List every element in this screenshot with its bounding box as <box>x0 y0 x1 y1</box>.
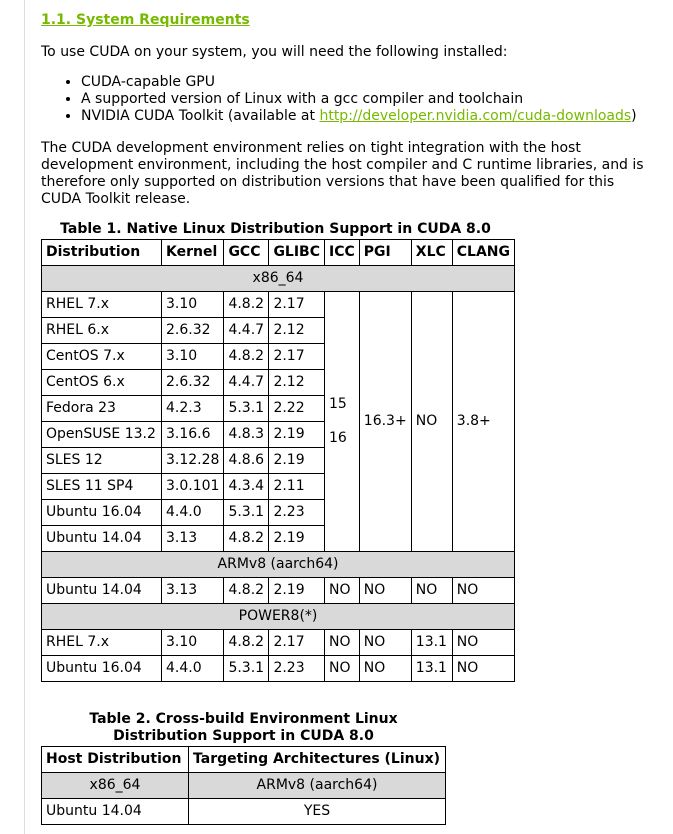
table-header-row <box>42 240 515 266</box>
cell-gcc: 4.8.2 <box>224 292 269 318</box>
header-distribution: Distribution <box>42 240 162 266</box>
header-pgi: PGI <box>359 240 411 266</box>
cross-build-support-table <box>41 746 446 825</box>
group-target-armv8: ARMv8 (aarch64) <box>189 773 446 799</box>
cell-support: YES <box>189 799 446 825</box>
cell-icc: NO <box>325 630 360 656</box>
table1-caption: Table 1. Native Linux Distribution Support in CUDA 8.0 <box>60 221 491 237</box>
cell-glibc: 2.17 <box>269 292 325 318</box>
cell-distribution: Ubuntu 16.04 <box>42 656 162 682</box>
cell-gcc: 4.8.6 <box>224 448 269 474</box>
table-row <box>42 773 446 799</box>
cell-clang: NO <box>452 578 514 604</box>
group-label-x86: x86_64 <box>42 266 515 292</box>
cuda-downloads-link[interactable]: http://developer.nvidia.com/cuda-downloads <box>319 108 632 124</box>
table2-caption-line2: Distribution Support in CUDA 8.0 <box>113 728 374 744</box>
group-row <box>42 552 515 578</box>
icc-version-a: 15 <box>329 396 347 412</box>
cell-distribution: CentOS 7.x <box>42 344 162 370</box>
cell-distribution: Ubuntu 14.04 <box>42 578 162 604</box>
table2-caption-line1: Table 2. Cross-build Environment Linux <box>89 711 398 727</box>
requirement-toolkit-suffix: ) <box>631 108 637 124</box>
environment-paragraph: The CUDA development environment relies on tight integration with the host development environment, including the host compiler and C runtime libraries, and is therefore only supported on distribution versions that have been qualified for this CUDA Toolkit release. <box>41 140 644 207</box>
cell-xlc: 13.1 <box>411 656 452 682</box>
icc-spacer <box>329 413 355 430</box>
table2-caption <box>41 711 446 745</box>
header-targeting-architectures: Targeting Architectures (Linux) <box>189 747 446 773</box>
cell-distribution: OpenSUSE 13.2 <box>42 422 162 448</box>
cell-gcc: 4.8.3 <box>224 422 269 448</box>
requirements-list <box>41 74 637 125</box>
cell-gcc: 4.8.2 <box>224 630 269 656</box>
table1-body <box>42 266 515 682</box>
cell-glibc: 2.19 <box>269 448 325 474</box>
cell-kernel: 2.6.32 <box>162 370 224 396</box>
cell-glibc: 2.19 <box>269 526 325 552</box>
cell-clang: NO <box>452 656 514 682</box>
header-icc: ICC <box>325 240 360 266</box>
list-item <box>81 74 637 91</box>
requirement-gpu: CUDA-capable GPU <box>81 74 215 90</box>
header-clang: CLANG <box>452 240 514 266</box>
cell-pgi-merged: 16.3+ <box>359 292 411 552</box>
cell-gcc: 5.3.1 <box>224 500 269 526</box>
cell-kernel: 4.4.0 <box>162 656 224 682</box>
cell-kernel: 3.12.28 <box>162 448 224 474</box>
group-row <box>42 604 515 630</box>
cell-glibc: 2.17 <box>269 344 325 370</box>
table-header-row <box>42 747 446 773</box>
list-item <box>81 108 637 125</box>
cell-icc: NO <box>325 578 360 604</box>
cell-kernel: 3.10 <box>162 344 224 370</box>
cell-glibc: 2.23 <box>269 656 325 682</box>
cell-glibc: 2.12 <box>269 370 325 396</box>
header-host-distribution: Host Distribution <box>42 747 189 773</box>
cell-glibc: 2.19 <box>269 422 325 448</box>
cell-host: Ubuntu 14.04 <box>42 799 189 825</box>
cell-gcc: 4.4.7 <box>224 318 269 344</box>
cell-kernel: 3.10 <box>162 630 224 656</box>
cell-gcc: 4.4.7 <box>224 370 269 396</box>
intro-text: To use CUDA on your system, you will need the following installed: <box>41 44 508 60</box>
table-row <box>42 656 515 682</box>
cell-glibc: 2.11 <box>269 474 325 500</box>
table-row <box>42 799 446 825</box>
cell-distribution: Ubuntu 14.04 <box>42 526 162 552</box>
group-host-x86: x86_64 <box>42 773 189 799</box>
cell-glibc: 2.17 <box>269 630 325 656</box>
cell-pgi: NO <box>359 578 411 604</box>
header-xlc: XLC <box>411 240 452 266</box>
cell-distribution: SLES 12 <box>42 448 162 474</box>
cell-distribution: CentOS 6.x <box>42 370 162 396</box>
cell-pgi: NO <box>359 630 411 656</box>
cell-distribution: Fedora 23 <box>42 396 162 422</box>
cell-glibc: 2.22 <box>269 396 325 422</box>
cell-distribution: SLES 11 SP4 <box>42 474 162 500</box>
cell-icc: NO <box>325 656 360 682</box>
header-gcc: GCC <box>224 240 269 266</box>
cell-kernel: 3.0.101 <box>162 474 224 500</box>
left-border-rule <box>24 0 25 834</box>
cell-gcc: 5.3.1 <box>224 656 269 682</box>
requirement-linux: A supported version of Linux with a gcc compiler and toolchain <box>81 91 524 107</box>
cell-kernel: 2.6.32 <box>162 318 224 344</box>
requirement-toolkit: NVIDIA CUDA Toolkit (available at <box>81 108 320 124</box>
cell-glibc: 2.23 <box>269 500 325 526</box>
header-kernel: Kernel <box>162 240 224 266</box>
cell-pgi: NO <box>359 656 411 682</box>
cell-glibc: 2.19 <box>269 578 325 604</box>
group-label-armv8: ARMv8 (aarch64) <box>42 552 515 578</box>
cell-gcc: 4.3.4 <box>224 474 269 500</box>
native-linux-support-table <box>41 239 515 682</box>
group-row-x86 <box>42 266 515 292</box>
icc-version-b: 16 <box>329 430 347 446</box>
cell-xlc-merged: NO <box>411 292 452 552</box>
header-glibc: GLIBC <box>269 240 325 266</box>
cell-kernel: 3.13 <box>162 526 224 552</box>
cell-clang-merged: 3.8+ <box>452 292 514 552</box>
list-item <box>81 91 637 108</box>
cell-xlc: 13.1 <box>411 630 452 656</box>
cell-gcc: 4.8.2 <box>224 344 269 370</box>
cell-distribution: RHEL 7.x <box>42 630 162 656</box>
cell-kernel: 3.13 <box>162 578 224 604</box>
cell-kernel: 3.16.6 <box>162 422 224 448</box>
table-row <box>42 578 515 604</box>
cell-xlc: NO <box>411 578 452 604</box>
cell-kernel: 3.10 <box>162 292 224 318</box>
cell-gcc: 4.8.2 <box>224 526 269 552</box>
table-row <box>42 292 515 318</box>
group-label-power8: POWER8(*) <box>42 604 515 630</box>
table-row <box>42 630 515 656</box>
cell-kernel: 4.4.0 <box>162 500 224 526</box>
cell-clang: NO <box>452 630 514 656</box>
cell-gcc: 5.3.1 <box>224 396 269 422</box>
cell-glibc: 2.12 <box>269 318 325 344</box>
cell-gcc: 4.8.2 <box>224 578 269 604</box>
cell-distribution: RHEL 6.x <box>42 318 162 344</box>
section-title: 1.1. System Requirements <box>41 12 250 28</box>
cell-distribution: Ubuntu 16.04 <box>42 500 162 526</box>
cell-kernel: 4.2.3 <box>162 396 224 422</box>
cell-icc-merged <box>325 292 360 552</box>
cell-distribution: RHEL 7.x <box>42 292 162 318</box>
